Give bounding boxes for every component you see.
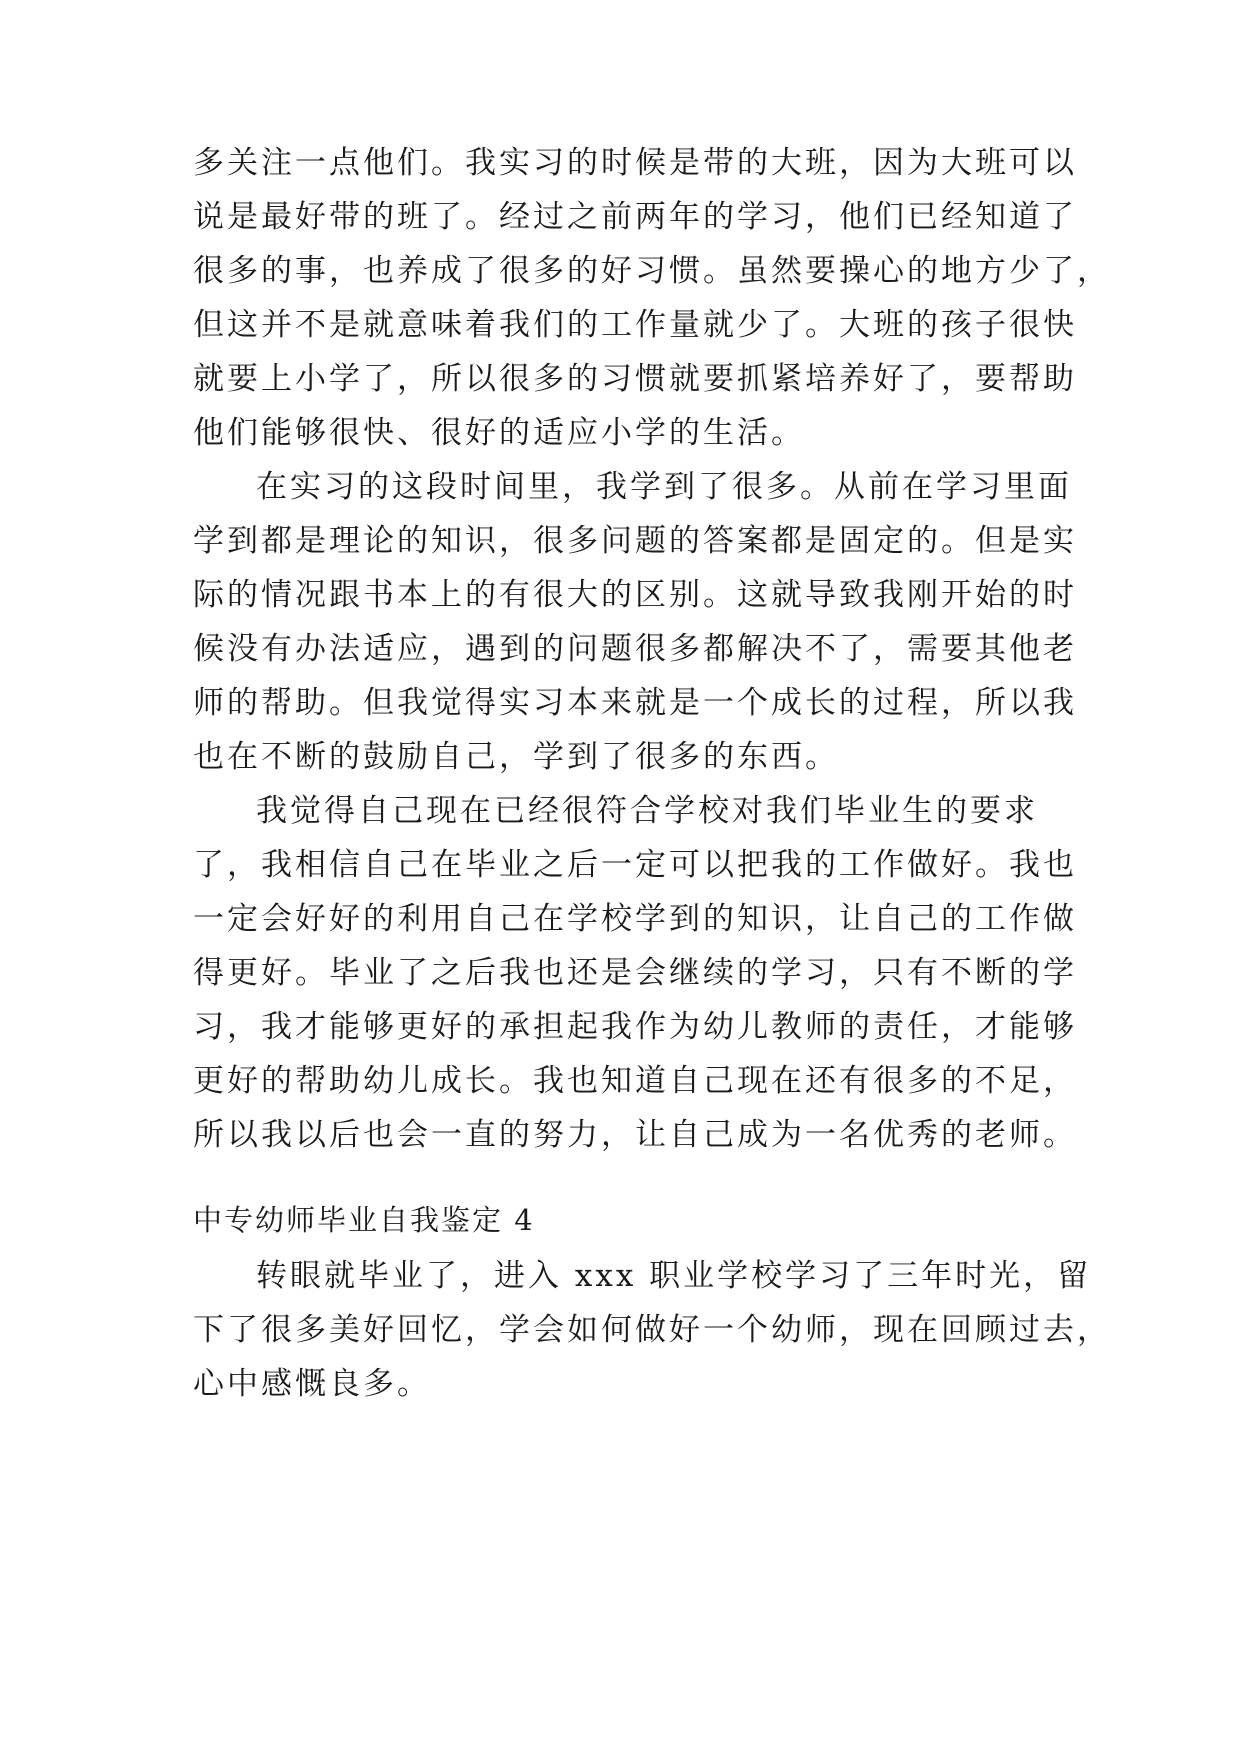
text-line: 习，我才能够更好的承担起我作为幼儿教师的责任，才能够 bbox=[193, 1009, 1077, 1045]
text-line: 多关注一点他们。我实习的时候是带的大班，因为大班可以 bbox=[193, 145, 1077, 181]
section-heading: 中专幼师毕业自我鉴定 4 bbox=[193, 1203, 535, 1237]
text-line: 候没有办法适应，遇到的问题很多都解决不了，需要其他老 bbox=[193, 631, 1077, 667]
text-line: 了，我相信自己在毕业之后一定可以把我的工作做好。我也 bbox=[193, 847, 1077, 883]
text-line: 心中感慨良多。 bbox=[193, 1366, 431, 1402]
text-line: 际的情况跟书本上的有很大的区别。这就导致我刚开始的时 bbox=[193, 577, 1077, 613]
text-line: 更好的帮助幼儿成长。我也知道自己现在还有很多的不足， bbox=[193, 1063, 1077, 1099]
text-line: 学到都是理论的知识，很多问题的答案都是固定的。但是实 bbox=[193, 523, 1077, 559]
text-line: 师的帮助。但我觉得实习本来就是一个成长的过程，所以我 bbox=[193, 685, 1077, 721]
text-line: 下了很多美好回忆，学会如何做好一个幼师，现在回顾过去， bbox=[193, 1312, 1111, 1348]
text-line: 他们能够很快、很好的适应小学的生活。 bbox=[193, 415, 805, 451]
text-line: 也在不断的鼓励自己，学到了很多的东西。 bbox=[193, 739, 839, 775]
text-line: 就要上小学了，所以很多的习惯就要抓紧培养好了，要帮助 bbox=[193, 361, 1077, 397]
text-line: 很多的事，也养成了很多的好习惯。虽然要操心的地方少了， bbox=[193, 253, 1111, 289]
text-line: 得更好。毕业了之后我也还是会继续的学习，只有不断的学 bbox=[193, 955, 1077, 991]
text-line: 一定会好好的利用自己在学校学到的知识，让自己的工作做 bbox=[193, 901, 1077, 937]
text-line: 所以我以后也会一直的努力，让自己成为一名优秀的老师。 bbox=[193, 1117, 1077, 1153]
text-line: 在实习的这段时间里，我学到了很多。从前在学习里面 bbox=[256, 469, 1072, 505]
text-line: 说是最好带的班了。经过之前两年的学习，他们已经知道了 bbox=[193, 199, 1077, 235]
text-line: 但这并不是就意味着我们的工作量就少了。大班的孩子很快 bbox=[193, 307, 1077, 343]
text-line: 转眼就毕业了，进入 xxx 职业学校学习了三年时光，留 bbox=[256, 1258, 1092, 1294]
text-line: 我觉得自己现在已经很符合学校对我们毕业生的要求 bbox=[256, 793, 1038, 829]
